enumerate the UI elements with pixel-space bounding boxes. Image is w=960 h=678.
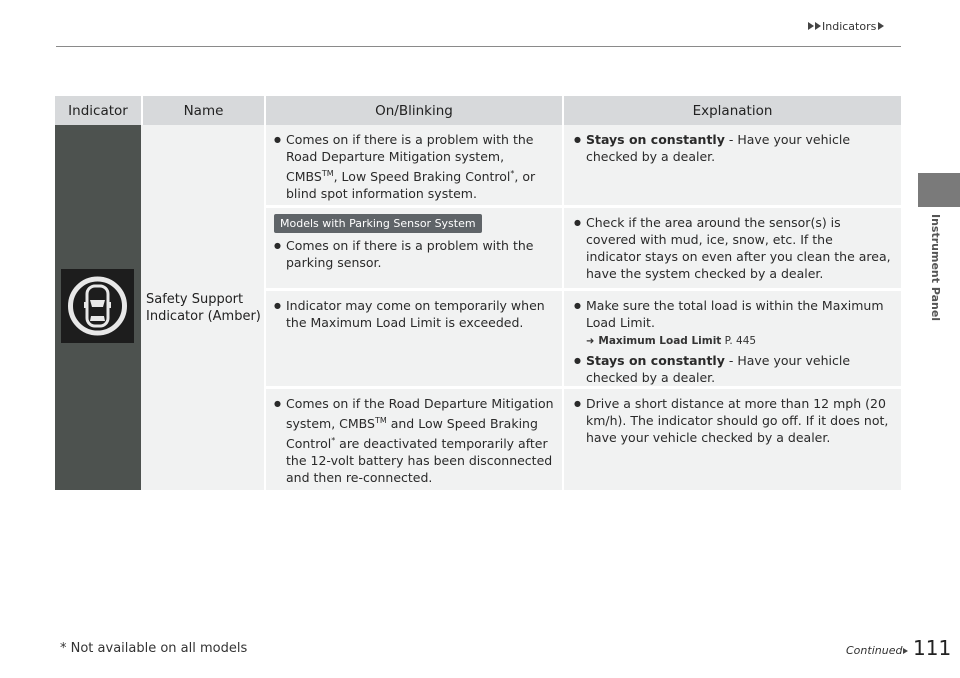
row2-explanation-cell: ● Check if the area around the sensor(s) is covered with mud, ice, snow, etc. If the indicator stays on even after you clean the area, have the system checked by a dealer. bbox=[564, 208, 901, 288]
footnote: * Not available on all models bbox=[60, 641, 248, 656]
section-tab bbox=[918, 173, 960, 207]
indicator-cell bbox=[55, 125, 141, 490]
row4-on-cell: ● Comes on if the Road Departure Mitigation system, CMBS™ and Low Speed Braking Control* are deactivated temporarily after the 12-volt battery has been disconnected and then re-connected. bbox=[266, 389, 562, 490]
section-label: Instrument Panel bbox=[929, 214, 942, 322]
header-name: Name bbox=[143, 96, 264, 125]
model-badge: Models with Parking Sensor System bbox=[274, 214, 482, 233]
indicator-table bbox=[55, 96, 901, 490]
arrow-right-icon bbox=[878, 22, 884, 30]
row2-on-cell: Models with Parking Sensor System ● Comes on if there is a problem with the parking sensor. bbox=[266, 208, 562, 288]
safety-support-car-icon bbox=[61, 269, 134, 343]
header-divider bbox=[56, 46, 901, 47]
arrow-right-icon bbox=[903, 648, 908, 654]
header-explanation: Explanation bbox=[564, 96, 901, 125]
row3-on-cell: ● Indicator may come on temporarily when the Maximum Load Limit is exceeded. bbox=[266, 291, 562, 386]
header-on-blinking: On/Blinking bbox=[266, 96, 562, 125]
breadcrumb bbox=[808, 20, 885, 33]
reference-arrow-icon: ➜ bbox=[586, 336, 595, 347]
row1-on-cell: ● Comes on if there is a problem with the Road Departure Mitigation system, CMBS™, Low Speed Braking Control*, or blind spot information system. bbox=[266, 125, 562, 205]
continued-label: Continued bbox=[846, 644, 908, 657]
row1-explanation-cell: ● Stays on constantly - Have your vehicle checked by a dealer. bbox=[564, 125, 901, 205]
breadcrumb-label: Indicators bbox=[822, 20, 877, 33]
arrow-right-icon bbox=[808, 22, 814, 30]
arrow-right-icon bbox=[815, 22, 821, 30]
cross-reference[interactable]: ➜ Maximum Load Limit P. 445 bbox=[586, 333, 891, 350]
header-indicator: Indicator bbox=[55, 96, 141, 125]
page-number: 111 bbox=[913, 636, 952, 660]
row3-explanation-cell: ● Make sure the total load is within the Maximum Load Limit. ➜ Maximum Load Limit P. 445 ● Stays on constantly - Have your vehicle checked by a dealer. bbox=[564, 291, 901, 386]
name-cell: Safety Support Indicator (Amber) bbox=[141, 125, 264, 490]
row4-explanation-cell: ● Drive a short distance at more than 12 mph (20 km/h). The indicator should go off. If it does not, have your vehicle checked by a dealer. bbox=[564, 389, 901, 490]
